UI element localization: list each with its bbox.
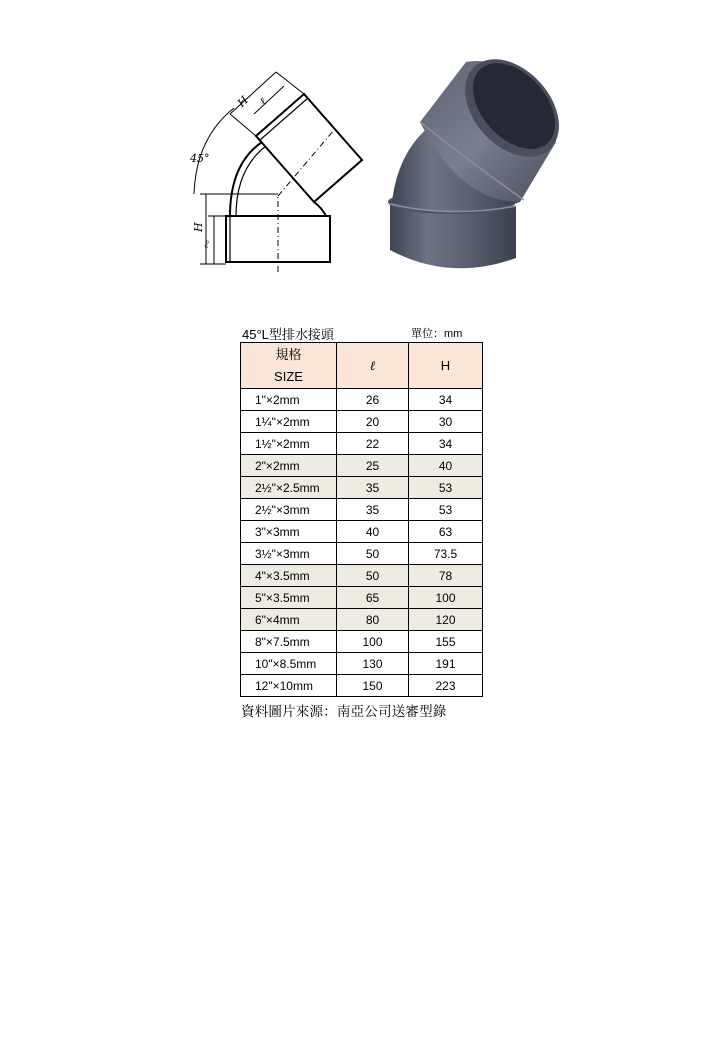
size-header-cn: 規格 [275,346,302,362]
l-label-top: ℓ [256,95,270,108]
size-cell: 3"×3mm [241,521,337,543]
table-row [241,499,483,521]
table-row [241,521,483,543]
elbow-technical-drawing [184,66,364,278]
table-row [241,653,483,675]
l-cell: 50 [337,565,409,587]
h-cell: 63 [409,521,483,543]
size-cell: 4"×3.5mm [241,565,337,587]
size-header-en: SIZE [274,368,303,384]
size-header [241,343,337,389]
size-cell: 1¼"×2mm [241,411,337,433]
h-cell: 73.5 [409,543,483,565]
l-cell: 35 [337,477,409,499]
size-cell: 2½"×2.5mm [241,477,337,499]
size-cell: 12"×10mm [241,675,337,697]
size-cell: 10"×8.5mm [241,653,337,675]
table-row [241,587,483,609]
size-cell: 8"×7.5mm [241,631,337,653]
h-label-bottom: H [192,222,205,232]
l-cell: 130 [337,653,409,675]
h-label-top: H [234,93,251,110]
source-note: 資料圖片來源：南亞公司送審型錄 [241,704,447,719]
size-cell: 2½"×3mm [241,499,337,521]
h-cell: 30 [409,411,483,433]
size-cell: 1"×2mm [241,389,337,411]
table-caption [240,322,480,342]
table-row [241,433,483,455]
h-cell: 34 [409,433,483,455]
table-row [241,565,483,587]
h-cell: 40 [409,455,483,477]
l-header [337,343,409,389]
h-cell: 100 [409,587,483,609]
l-header-text: ℓ [369,358,376,374]
table-row [241,477,483,499]
table-row [241,455,483,477]
table-header-row [241,343,483,389]
table-row [241,609,483,631]
spec-table-body [241,389,483,697]
table-title: 45°L型排水接頭 [242,327,334,342]
table-row [241,543,483,565]
l-cell: 20 [337,411,409,433]
h-cell: 155 [409,631,483,653]
h-cell: 53 [409,477,483,499]
l-cell: 50 [337,543,409,565]
l-cell: 25 [337,455,409,477]
size-cell: 2"×2mm [241,455,337,477]
size-cell: 3½"×3mm [241,543,337,565]
h-cell: 78 [409,565,483,587]
spec-table [240,342,483,697]
table-row [241,631,483,653]
size-cell: 5"×3.5mm [241,587,337,609]
h-cell: 191 [409,653,483,675]
elbow-product-photo [380,52,560,280]
l-cell: 22 [337,433,409,455]
h-cell: 223 [409,675,483,697]
h-header: H [409,343,483,389]
unit-label: 單位：mm [411,328,463,340]
l-cell: 26 [337,389,409,411]
size-cell: 6"×4mm [241,609,337,631]
h-cell: 120 [409,609,483,631]
angle-label: 45° [190,152,210,165]
l-cell: 100 [337,631,409,653]
table-row [241,675,483,697]
l-cell: 80 [337,609,409,631]
size-cell: 1½"×2mm [241,433,337,455]
h-cell: 34 [409,389,483,411]
l-cell: 150 [337,675,409,697]
table-row [241,389,483,411]
l-cell: 40 [337,521,409,543]
l-label-bottom: ℓ [204,238,209,251]
table-row [241,411,483,433]
l-cell: 65 [337,587,409,609]
h-cell: 53 [409,499,483,521]
l-cell: 35 [337,499,409,521]
